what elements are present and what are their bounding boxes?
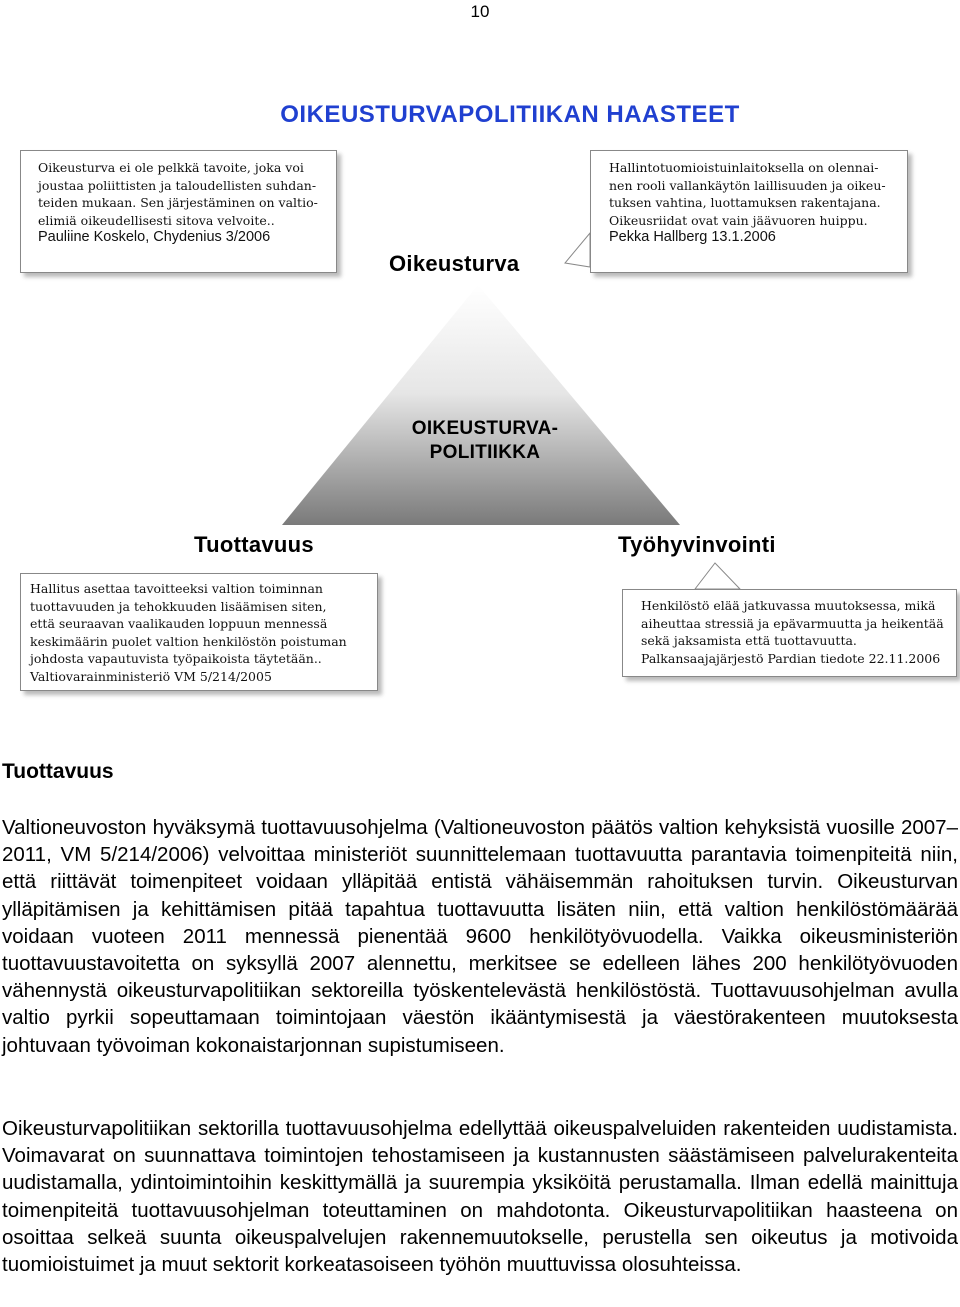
quote-line: että seuraavan vaalikauden loppuun mennessä [30, 616, 328, 631]
quote-box-top-right [590, 150, 908, 273]
callout-pointer-bottom-right [695, 563, 740, 589]
right-label: Työhyvinvointi [618, 532, 776, 557]
quote-box-bottom-left [20, 573, 378, 691]
challenges-figure [0, 95, 960, 705]
center-label-line1: OIKEUSTURVA- [411, 418, 559, 439]
quote-line: Hallitus asettaa tavoitteeksi valtion toiminnan [30, 581, 323, 596]
body-paragraph: Valtioneuvoston hyväksymä tuottavuusohjelma (Valtioneuvoston päätös valtion kehyksistä vuosille 2007–2011, VM 5/214/2006) velvoittaa ministeriöt suunnittelemaan tuottavuutta parantavia toimenpiteitä niin, että riittävät toimenpiteet voidaan ylläpitää entistä vähäisemmän rahoituksen turvin. Oikeusturvan ylläpitämisen ja kehittämisen pitää tapahtua tuottavuutta lisäten niin, että valtion henkilöstömäärää voidaan vuoteen 2011 mennessä pienentää 9600 henkilötyövuodella. Vaikka oikeusministeriön tuottavuustavoitetta on syksyllä 2007 alennettu, merkitsee se edelleen lähes 200 henkilötyövuoden vähennystä oikeusturvapolitiikan sektoreilla työskentelevästä henkilöstöstä. Tuottavuusohjelman avulla valtio pyrkii sopeuttamaan toimintojaan väestön ikääntymisestä ja väestörakenteen muutoksesta johtuvaan työvoiman kokonaistarjonnan supistumiseen. [2, 816, 958, 1057]
quote-line: Oikeusturva ei ole pelkkä tavoite, joka voi [38, 160, 304, 175]
quote-line: tuottavuuden ja tehokkuuden lisäämisen siten, [30, 598, 327, 614]
quote-line: johdosta vapautuvista työpaikoista täytetään.. [30, 651, 322, 666]
quote-line: aiheuttaa stressiä ja epävarmuutta ja heikentää [641, 615, 944, 631]
quote-source: Pekka Hallberg 13.1.2006 [609, 229, 776, 245]
quote-line: Oikeusriidat ovat vain jäävuoren huippu. [609, 212, 868, 228]
quote-line: keskimäärin puolet valtion henkilöstön poistuman [30, 633, 347, 649]
section-heading: Tuottavuus [2, 760, 114, 783]
top-label: Oikeusturva [389, 251, 520, 276]
quote-line: joustaa poliittisten ja taloudellisten suhdan- [38, 177, 317, 193]
callout-pointer-top-right [565, 233, 590, 267]
quote-line: sekä jaksamista että tuottavuutta. [641, 633, 857, 648]
quote-box-top-left [20, 150, 337, 273]
pyramid-triangle [282, 285, 680, 525]
quote-line: Hallintotuomioistuinlaitoksella on olennai- [609, 160, 879, 175]
quote-line: Palkansaajajärjestö Pardian tiedote 22.11.2006 [641, 650, 941, 666]
figure-title: OIKEUSTURVAPOLITIIKAN HAASTEET [280, 101, 740, 128]
body-paragraph: Oikeusturvapolitiikan sektorilla tuottavuusohjelma edellyttää oikeuspalveluiden rakenteiden uudistamista. Voimavarat on suunnattava toimintojen tehostamiseen ja kustannusten säästämiseen palvelurakenteita uudistamalla, ydintoimintoihin keskittymällä ja suurempia yksiköitä perustamalla. Ilman edellä mainittuja toimenpiteitä tuottavuusohjelman toteuttaminen on mahdotonta. Oikeusturvapolitiikan haasteena on osoittaa selkeä suunta oikeuspalvelujen rakennemuutokselle, perustella sen oikeutus ja motivoida tuomioistuimet ja muut sektorit korkeatasoiseen työhön muuttuvissa olosuhteissa. [2, 1117, 958, 1277]
quote-source: Pauliine Koskelo, Chydenius 3/2006 [38, 229, 271, 245]
quote-line: Valtiovarainministeriö VM 5/214/2005 [30, 668, 272, 684]
quote-box-bottom-right [622, 589, 957, 677]
quote-line: Henkilöstö elää jatkuvassa muutoksessa, mikä [641, 598, 936, 613]
center-label-line2: POLITIIKKA [429, 442, 541, 463]
left-label: Tuottavuus [194, 532, 314, 557]
quote-line: nen rooli vallankäytön laillisuuden ja oikeu- [609, 177, 886, 193]
quote-line: tuksen vahtina, luottamuksen rakentajana. [609, 195, 881, 210]
quote-line: elimiä oikeudellisesti sitova velvoite.. [38, 212, 275, 228]
page-number: 10 [470, 2, 490, 21]
quote-line: teiden mukaan. Sen järjestäminen on valtio- [38, 195, 318, 210]
center-label [350, 417, 620, 465]
